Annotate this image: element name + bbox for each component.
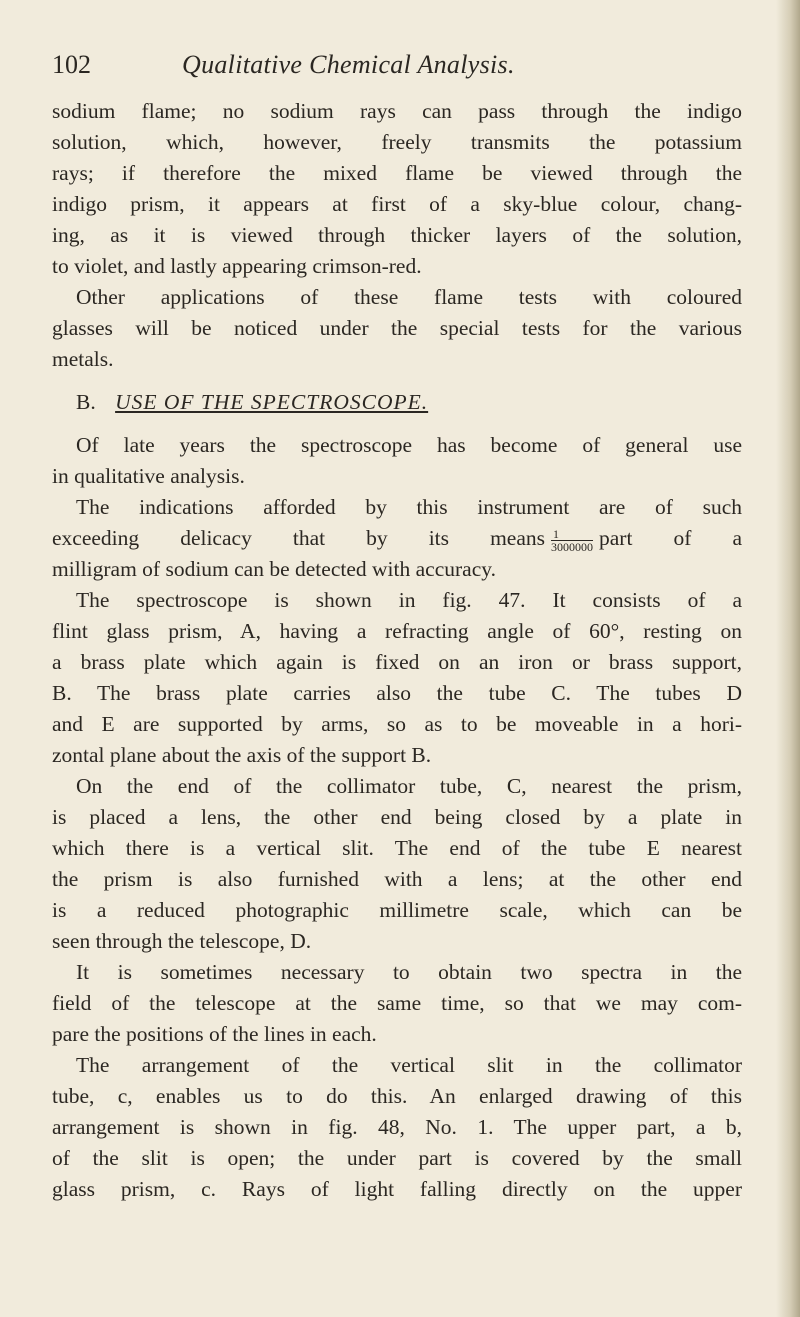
page-edge-shadow [776,0,800,1317]
text-line: ing, as it is viewed through thicker layers of the solution, [52,223,742,247]
paragraph-start: The spectroscope is shown in fig. 47. It consists of a [76,588,742,612]
text-line: metals. [52,347,114,371]
body-text [52,96,742,1205]
text-line: is a reduced photographic millimetre scale, which can be [52,898,742,922]
text-line: a brass plate which again is fixed on an iron or brass support, [52,650,742,674]
text-line: which there is a vertical slit. The end of the tube E nearest [52,836,742,860]
text-line: flint glass prism, A, having a refracting angle of 60°, resting on [52,619,742,643]
paragraph-start: It is sometimes necessary to obtain two spectra in the [76,960,742,984]
fraction-denominator: 3000000 [551,539,593,554]
paragraph-start: On the end of the collimator tube, C, nearest the prism, [76,774,742,798]
paragraph-start: The indications afforded by this instrument are of such [76,495,742,519]
text-line: and E are supported by arms, so as to be moveable in a hori- [52,712,742,736]
paragraph-start: The arrangement of the vertical slit in the collimator [76,1053,742,1077]
text-line: glasses will be noticed under the special tests for the various [52,316,742,340]
text-line: of the slit is open; the under part is covered by the small [52,1146,742,1170]
text-line: glass prism, c. Rays of light falling directly on the upper [52,1177,742,1201]
text-line: zontal plane about the axis of the support B. [52,743,432,767]
section-title: USE OF THE SPECTROSCOPE. [115,390,429,414]
text-line: B. The brass plate carries also the tube C. The tubes D [52,681,742,705]
text-fragment: part of a [599,526,742,550]
running-head: Qualitative Chemical Analysis. [182,50,515,79]
text-line: sodium flame; no sodium rays can pass through the indigo [52,99,742,123]
page-number: 102 [52,50,91,79]
text-line: the prism is also furnished with a lens; at the other end [52,867,742,891]
text-line: field of the telescope at the same time, so that we may com- [52,991,742,1015]
text-line: tube, c, enables us to do this. An enlarged drawing of this [52,1084,742,1108]
text-line: indigo prism, it appears at first of a sky-blue colour, chang- [52,192,742,216]
section-heading [52,387,742,418]
text-line: to violet, and lastly appearing crimson-red. [52,254,422,278]
paragraph-start: Of late years the spectroscope has become of general use [76,433,742,457]
text-line: is placed a lens, the other end being closed by a plate in [52,805,742,829]
text-line-with-fraction [52,523,742,554]
text-line: milligram of sodium can be detected with accuracy. [52,557,496,581]
text-line: solution, which, however, freely transmits the potassium [52,130,742,154]
paragraph-start: Other applications of these flame tests with coloured [76,285,742,309]
text-line: in qualitative analysis. [52,464,245,488]
text-line: rays; if therefore the mixed flame be viewed through the [52,161,742,185]
text-line: arrangement is shown in fig. 48, No. 1. The upper part, a b, [52,1115,742,1139]
fraction [551,528,593,553]
fraction-numerator: 1 [551,528,593,541]
text-fragment: exceeding delicacy that by its means [52,526,545,550]
page-header [52,50,752,90]
text-line: pare the positions of the lines in each. [52,1022,377,1046]
text-line: seen through the telescope, D. [52,929,312,953]
section-letter: B. [76,390,96,414]
